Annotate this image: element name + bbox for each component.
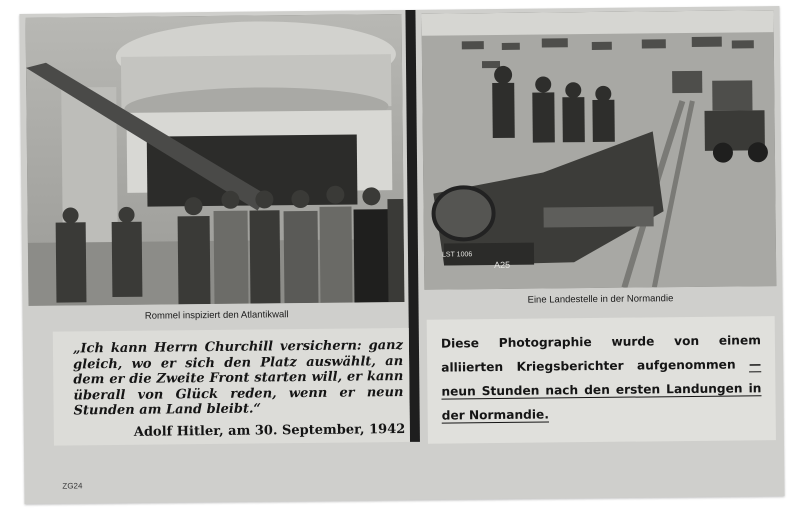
statement-plain-text: Diese Photographie wurde von einem alliierten Kriegsberichter aufgenommen: [440, 333, 761, 375]
bunker-officers-illustration: [25, 14, 404, 306]
statement-emphasis-text: — neun Stunden nach den ersten Landungen in der Normandie.: [441, 357, 762, 423]
quote-attribution: Adolf Hitler, am 30. September, 1942: [133, 421, 406, 440]
vehicle-mark-a25: A25: [494, 259, 511, 271]
allied-statement: [441, 328, 762, 427]
photo-bunker-officers: [25, 14, 404, 306]
normandy-landing-illustration: [421, 10, 776, 290]
right-photo-caption: Eine Landestelle in der Normandie: [527, 293, 674, 306]
photo-normandy-landing: [421, 10, 776, 290]
leaflet: [19, 6, 784, 504]
vehicle-mark-lst: LST 1006: [441, 251, 473, 259]
leaflet-code: ZG24: [62, 481, 83, 491]
hitler-quote: „Ich kann Herrn Churchill versichern: ganz gleich, wo er sich den Platz auswählt, an dem er die Zweite Front starten will, er kann überall von Glück reden, wenn er neun Stunden am Land bleibt.“: [72, 337, 404, 419]
left-photo-caption: Rommel inspiziert den Atlantikwall: [144, 309, 289, 322]
